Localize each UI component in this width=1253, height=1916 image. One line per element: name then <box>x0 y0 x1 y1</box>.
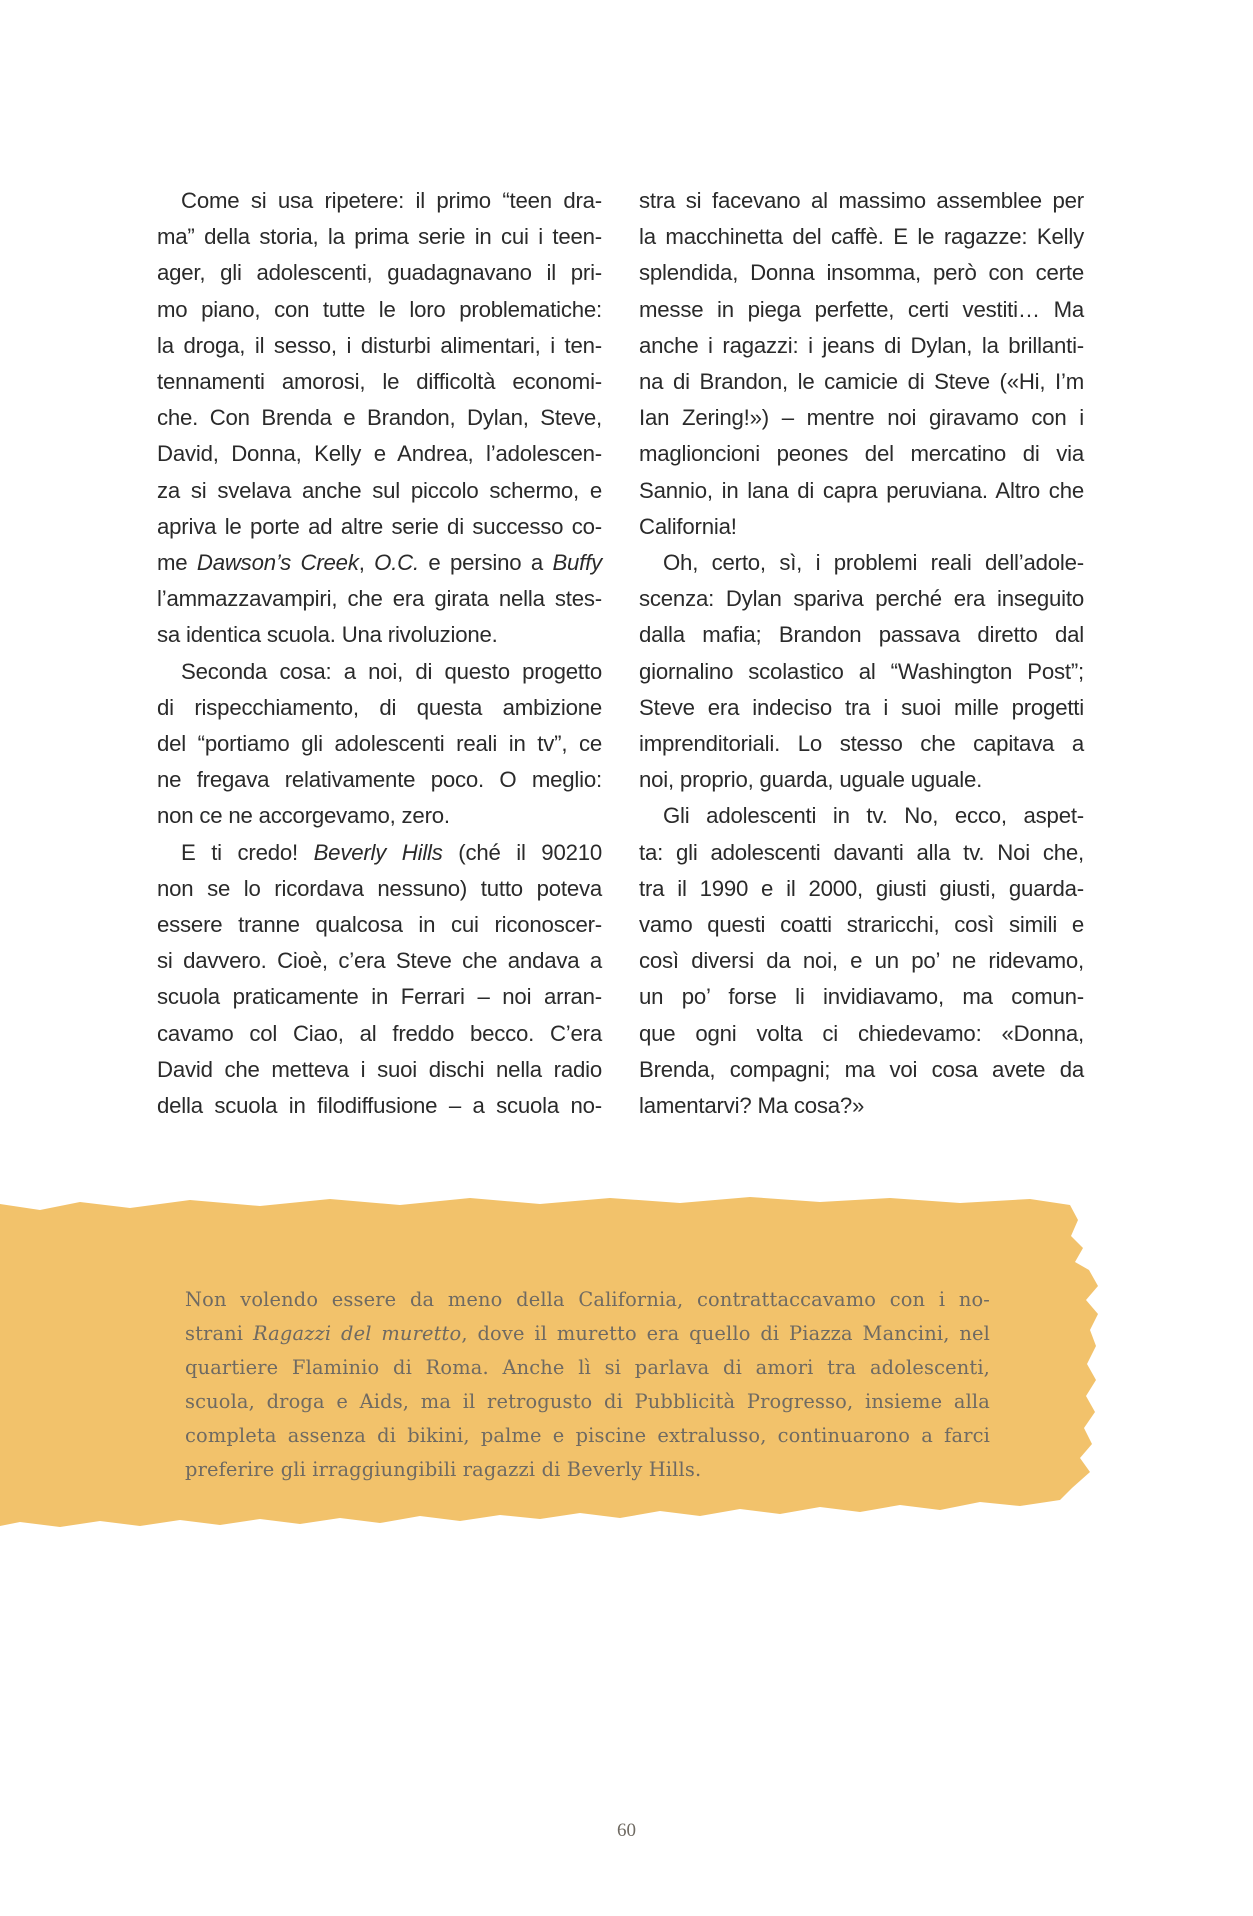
text-line: non ce ne accorgevamo, zero. <box>157 803 450 829</box>
text-line: l’ammazzavampiri, che era girata nella stes- <box>157 586 602 612</box>
text-line: za si svelava anche sul piccolo schermo, e <box>157 477 602 503</box>
box-line: scuola, droga e Aids, ma il retrogusto di Pubblicità Progresso, insieme alla <box>185 1390 990 1413</box>
box-line: Non volendo essere da meno della California, contrattaccavamo con i no- <box>185 1288 990 1311</box>
text-line: na di Brandon, le camicie di Steve («Hi, I’m <box>639 369 1084 395</box>
text-line: Come si usa ripetere: il primo “teen dra- <box>181 188 602 213</box>
text-line: stra si facevano al massimo assemblee per <box>639 188 1084 213</box>
text-line: che. Con Brenda e Brandon, Dylan, Steve, <box>157 405 602 431</box>
page-number: 60 <box>617 1820 636 1841</box>
box-line: quartiere Flaminio di Roma. Anche lì si parlava di amori tra adolescenti, <box>185 1356 990 1379</box>
text-line-with-italics: me Dawson’s Creek, O.C. e persino a Buffy <box>157 550 602 576</box>
text-line: sa identica scuola. Una rivoluzione. <box>157 622 498 648</box>
main-text-columns <box>157 183 1082 1133</box>
text-line: que ogni volta ci chiedevamo: «Donna, <box>639 1020 1084 1046</box>
text-line: splendida, Donna insomma, però con certe <box>639 260 1084 286</box>
text-line: apriva le porte ad altre serie di successo co- <box>157 513 602 539</box>
text-line: ne fregava relativamente poco. O meglio: <box>157 767 602 793</box>
box-line: completa assenza di bikini, palme e piscine extralusso, continuarono a farci <box>185 1424 990 1447</box>
text-line: scuola praticamente in Ferrari – noi arran- <box>157 984 602 1010</box>
text-line: Gli adolescenti in tv. No, ecco, aspet- <box>663 803 1084 829</box>
text-line: della scuola in filodiffusione – a scuola no- <box>157 1093 602 1119</box>
text-line: David che metteva i suoi dischi nella radio <box>157 1056 602 1082</box>
text-line: Brenda, compagni; ma voi cosa avete da <box>639 1056 1084 1082</box>
text-line: Ian Zering!») – mentre noi giravamo con i <box>639 405 1084 431</box>
text-line: cavamo col Ciao, al freddo becco. C’era <box>157 1020 602 1046</box>
text-line: vamo questi coatti straricchi, così simili e <box>639 912 1084 938</box>
text-line: anche i ragazzi: i jeans di Dylan, la brillanti- <box>639 332 1084 358</box>
text-line: tra il 1990 e il 2000, giusti giusti, guarda- <box>639 875 1084 901</box>
text-line: non se lo ricordava nessuno) tutto poteva <box>157 875 602 901</box>
text-line: Sannio, in lana di capra peruviana. Altro che <box>639 477 1084 503</box>
text-line: essere tranne qualcosa in cui riconoscer- <box>157 912 602 938</box>
text-line: di rispecchiamento, di questa ambizione <box>157 694 602 720</box>
text-line: noi, proprio, guarda, uguale uguale. <box>639 767 983 793</box>
text-line: ager, gli adolescenti, guadagnavano il pri- <box>157 260 602 286</box>
text-line: giornalino scolastico al “Washington Post”; <box>639 658 1084 684</box>
text-line: imprenditoriali. Lo stesso che capitava a <box>639 731 1084 757</box>
text-line: scenza: Dylan spariva perché era inseguito <box>639 586 1084 612</box>
text-line: tennamenti amorosi, le difficoltà economi- <box>157 369 602 395</box>
text-line: la droga, il sesso, i disturbi alimentari, i ten- <box>157 332 602 358</box>
text-line: David, Donna, Kelly e Andrea, l’adolescen- <box>157 441 602 467</box>
text-line: ma” della storia, la prima serie in cui i teen- <box>157 224 602 250</box>
italic-title: Beverly Hills <box>313 839 443 865</box>
box-line: preferire gli irraggiungibili ragazzi di Beverly Hills. <box>185 1458 702 1481</box>
text-line: dalla mafia; Brandon passava diretto dal <box>639 622 1084 648</box>
italic-title: Buffy <box>552 550 602 576</box>
text-line: ta: gli adolescenti davanti alla tv. Noi che, <box>639 839 1084 865</box>
text-line: messe in piega perfette, certi vestiti… Ma <box>639 296 1084 322</box>
sidebar-box-text <box>185 1283 990 1487</box>
text-line: un po’ forse li invidiavamo, ma comun- <box>639 984 1084 1010</box>
text-line: Steve era indeciso tra i suoi mille progetti <box>639 694 1084 720</box>
text-line: lamentarvi? Ma cosa?» <box>639 1093 865 1119</box>
text-line: California! <box>639 513 737 539</box>
text-line: Oh, certo, sì, i problemi reali dell’adole- <box>663 550 1084 576</box>
text-line: si davvero. Cioè, c’era Steve che andava a <box>157 948 602 974</box>
text-line-with-italics: E ti credo! Beverly Hills (ché il 90210 <box>181 839 602 865</box>
text-line: così diversi da noi, e un po’ ne ridevamo, <box>639 948 1084 974</box>
right-column <box>639 183 1084 1124</box>
text-line: Seconda cosa: a noi, di questo progetto <box>181 658 602 684</box>
text-line: mo piano, con tutte le loro problematiche: <box>157 296 602 322</box>
italic-title: Ragazzi del muretto <box>252 1322 462 1345</box>
italic-title: Dawson’s Creek <box>196 550 359 576</box>
box-line-with-italics: strani Ragazzi del muretto, dove il muretto era quello di Piazza Mancini, nel <box>185 1322 991 1345</box>
text-line: del “portiamo gli adolescenti reali in tv”, ce <box>157 731 602 757</box>
left-column <box>157 183 602 1124</box>
italic-title: O.C. <box>374 550 419 576</box>
text-line: maglioncioni peones del mercatino di via <box>639 441 1084 467</box>
text-line: la macchinetta del caffè. E le ragazze: Kelly <box>639 224 1084 250</box>
